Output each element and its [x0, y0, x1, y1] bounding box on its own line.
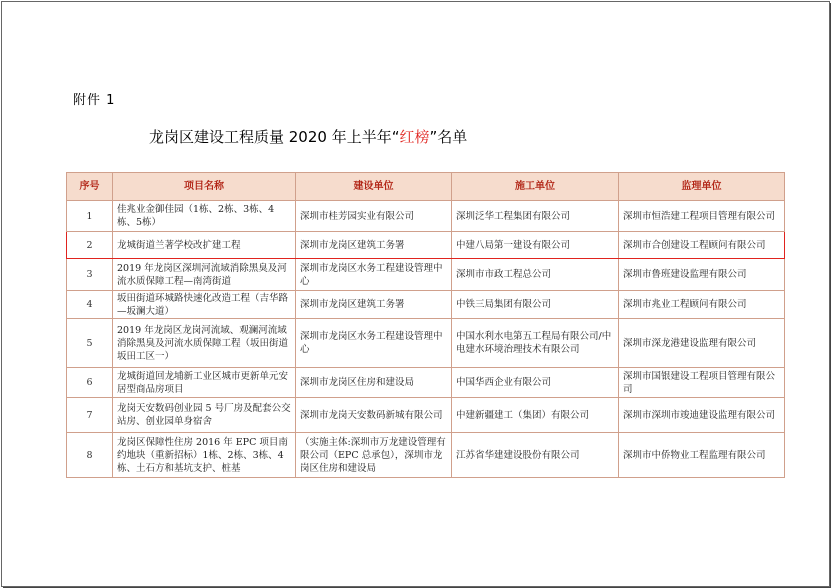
- row-no: 2: [67, 232, 113, 259]
- header-no: 序号: [67, 173, 113, 201]
- row-supervisor: 深圳市深龙港建设监理有限公司: [619, 319, 785, 368]
- attachment-label: 附件 1: [73, 93, 116, 108]
- row-supervisor: 深圳市合创建设工程顾问有限公司: [619, 232, 785, 259]
- row-supervisor: 深圳市恒浩建工程项目管理有限公司: [619, 201, 785, 232]
- table-row-highlighted: [67, 232, 785, 259]
- row-builder: 深圳泛华工程集团有限公司: [452, 201, 619, 232]
- row-supervisor: 深圳市深圳市竣迪建设监理有限公司: [619, 398, 785, 433]
- header-owner: 建设单位: [296, 173, 452, 201]
- red-list-table: [66, 172, 785, 478]
- row-builder: 中建新疆建工（集团）有限公司: [452, 398, 619, 433]
- row-project: 龙城街道兰著学校改扩建工程: [113, 232, 296, 259]
- row-no: 8: [67, 433, 113, 478]
- title-close-quote: ”: [429, 128, 438, 146]
- row-no: 1: [67, 201, 113, 232]
- row-owner: 深圳市龙岗区建筑工务署: [296, 232, 452, 259]
- row-no: 5: [67, 319, 113, 368]
- table-row: [67, 259, 785, 291]
- row-owner: 深圳市龙岗区建筑工务署: [296, 291, 452, 319]
- title-highlight: 红榜: [399, 128, 430, 146]
- header-builder: 施工单位: [452, 173, 619, 201]
- table-row: [67, 319, 785, 368]
- row-builder: 中铁三局集团有限公司: [452, 291, 619, 319]
- row-builder: 中建八局第一建设有限公司: [452, 232, 619, 259]
- row-no: 7: [67, 398, 113, 433]
- row-owner: 深圳市龙岗区住房和建设局: [296, 368, 452, 398]
- row-owner: （实施主体:深圳市万龙建设管理有限公司（EPC 总承包），深圳市龙岗区住房和建设局: [296, 433, 452, 478]
- row-project: 佳兆业金御佳园（1栋、2栋、3栋、4栋、5栋）: [113, 201, 296, 232]
- row-builder: 深圳市市政工程总公司: [452, 259, 619, 291]
- row-owner: 深圳市桂芳园实业有限公司: [296, 201, 452, 232]
- page-title: [149, 126, 467, 147]
- row-supervisor: 深圳市兆业工程顾问有限公司: [619, 291, 785, 319]
- table-header-row: [67, 173, 785, 201]
- row-project: 龙城街道回龙埔新工业区城市更新单元安居型商品房项目: [113, 368, 296, 398]
- row-builder: 中国华西企业有限公司: [452, 368, 619, 398]
- table-row: [67, 291, 785, 319]
- row-no: 6: [67, 368, 113, 398]
- row-no: 3: [67, 259, 113, 291]
- header-project: 项目名称: [113, 173, 296, 201]
- row-owner: 深圳市龙岗天安数码新城有限公司: [296, 398, 452, 433]
- row-project: 2019 年龙岗区龙岗河流域、观澜河流域消除黑臭及河流水质保障工程（坂田街道坂田工区一）: [113, 319, 296, 368]
- row-builder: 江苏省华建建设股份有限公司: [452, 433, 619, 478]
- row-supervisor: 深圳市国银建设工程项目管理有限公司: [619, 368, 785, 398]
- title-prefix: 龙岗区建设工程质量 2020 年上半年: [149, 128, 392, 146]
- row-builder: 中国水利水电第五工程局有限公司/中电建水环境治理技术有限公司: [452, 319, 619, 368]
- table-row: [67, 398, 785, 433]
- table-row: [67, 433, 785, 478]
- table-row: [67, 201, 785, 232]
- row-supervisor: 深圳市中侨物业工程监理有限公司: [619, 433, 785, 478]
- row-project: 龙岗天安数码创业园 5 号厂房及配套公交站房、创业园单身宿舍: [113, 398, 296, 433]
- row-project: 2019 年龙岗区深圳河流域消除黑臭及河流水质保障工程—南湾街道: [113, 259, 296, 291]
- table-row: [67, 368, 785, 398]
- row-supervisor: 深圳市鲁班建设监理有限公司: [619, 259, 785, 291]
- row-project: 坂田街道环城路快速化改造工程（吉华路—坂澜大道）: [113, 291, 296, 319]
- row-owner: 深圳市龙岗区水务工程建设管理中心: [296, 319, 452, 368]
- title-suffix: 名单: [437, 128, 468, 146]
- title-open-quote: “: [391, 128, 400, 146]
- row-owner: 深圳市龙岗区水务工程建设管理中心: [296, 259, 452, 291]
- row-project: 龙岗区保障性住房 2016 年 EPC 项目南约地块（重新招标）1栋、2栋、3栋、4栋、土石方和基坑支护、桩基: [113, 433, 296, 478]
- row-no: 4: [67, 291, 113, 319]
- header-supervisor: 监理单位: [619, 173, 785, 201]
